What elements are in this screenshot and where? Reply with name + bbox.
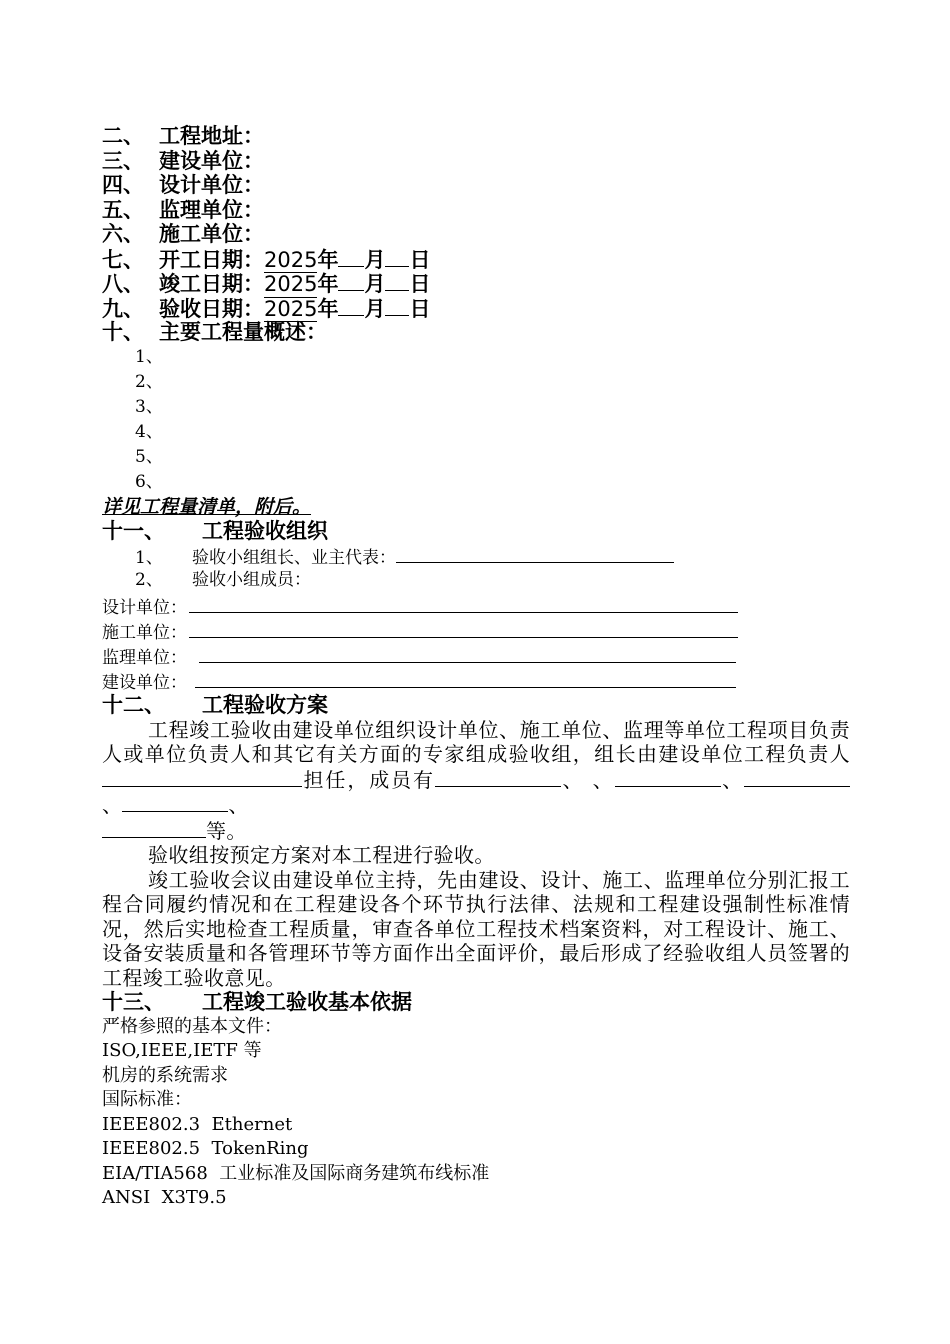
section-5: [102, 198, 850, 223]
plan-paragraph-2: 验收组按预定方案对本工程进行验收。: [148, 843, 495, 867]
section-number: 九、: [102, 296, 144, 321]
quantity-list-note: 详见工程量清单，附后。: [102, 495, 312, 518]
date-label: 竣工日期：: [159, 272, 264, 296]
section-6: [102, 222, 850, 247]
list-item: 6、: [135, 471, 163, 492]
member-blank[interactable]: [615, 767, 721, 787]
list-item: 2、: [135, 371, 163, 392]
day-blank[interactable]: [385, 271, 409, 291]
list-item: 3、: [135, 396, 163, 417]
acceptance-date-row: [102, 296, 850, 321]
year-value: 2025: [264, 272, 318, 296]
separator: 、: [102, 793, 123, 817]
month-char: 月: [364, 272, 386, 296]
start-date-row: [102, 247, 850, 272]
section-number: 三、: [102, 148, 144, 173]
completion-date-row: [102, 271, 850, 296]
unit-blank[interactable]: [195, 668, 736, 688]
member-blank[interactable]: [744, 767, 850, 787]
unit-owner-row: [102, 668, 736, 693]
basis-line: 机房的系统需求: [102, 1064, 228, 1086]
month-blank[interactable]: [338, 247, 364, 267]
org-item-members: [102, 568, 850, 593]
section-10: [102, 320, 850, 345]
list-item: 5、: [135, 446, 163, 467]
basis-line: IEEE802.3 Ethernet: [102, 1113, 293, 1135]
item-number: 2、: [135, 570, 163, 590]
section-number: 六、: [102, 222, 144, 246]
unit-label: 施工单位：: [102, 623, 187, 643]
date-label: 验收日期：: [159, 296, 264, 321]
item-number: 1、: [135, 548, 163, 568]
section-12: [102, 693, 850, 718]
list-item: 1、: [135, 346, 163, 367]
day-char: 日: [409, 296, 431, 321]
separator: 、: [720, 767, 745, 792]
member-blank[interactable]: [122, 792, 228, 812]
plan-paragraph-3: 竣工验收会议由建设单位主持，先由建设、设计、施工、监理单位分别汇报工程合同履约情况和在工程建设各个环节执行法律、法规和工程建设强制性标准情况，然后实地检查工程质量，审查各单位工程技术档案资料，对工程设计、施工、设备安装质量和各管理环节等方面作出全面评价，最后形成了经验收组人员签署的工程竣工验收意见。: [102, 867, 850, 990]
separator: 、: [560, 767, 585, 792]
year-char: 年: [317, 296, 339, 321]
section-2: [102, 124, 850, 149]
basis-line: 严格参照的基本文件：: [102, 1015, 282, 1037]
plan-text: 等。: [206, 818, 247, 843]
unit-blank[interactable]: [189, 618, 738, 638]
unit-blank[interactable]: [189, 593, 738, 613]
plan-text: 工程竣工验收由建设单位组织设计单位、施工单位、监理等单位工程项目负责人或单位负责人和其它有关方面的专家组成验收组，组长由建设单位工程负责人: [102, 717, 850, 766]
member-blank[interactable]: [102, 818, 206, 838]
section-label: 工程验收方案: [202, 693, 328, 717]
day-blank[interactable]: [385, 247, 409, 267]
section-label: 施工单位：: [159, 222, 264, 246]
year-value: 2025: [264, 296, 318, 321]
section-label: 工程验收组织: [202, 518, 328, 543]
item-text: 验收小组成员：: [192, 570, 311, 590]
year-char: 年: [317, 272, 339, 296]
basis-line: IEEE802.5 TokenRing: [102, 1138, 309, 1159]
section-label: 工程竣工验收基本依据: [202, 990, 412, 1014]
month-blank[interactable]: [338, 271, 364, 291]
section-label: 建设单位：: [159, 148, 264, 173]
section-number: 十三、: [102, 990, 165, 1014]
section-label: 设计单位：: [159, 173, 264, 197]
unit-label: 建设单位：: [102, 673, 187, 693]
plan-text: 担任，成员有: [302, 767, 435, 792]
member-blank[interactable]: [435, 767, 561, 787]
day-char: 日: [409, 247, 431, 272]
section-13: [102, 990, 850, 1015]
day-blank[interactable]: [385, 296, 409, 316]
section-number: 五、: [102, 197, 144, 222]
document-content: [102, 124, 850, 1211]
unit-label: 监理单位：: [102, 648, 187, 668]
section-number: 七、: [102, 247, 144, 272]
list-item: 4、: [135, 421, 163, 442]
section-number: 八、: [102, 272, 144, 296]
unit-supervision-row: [102, 643, 736, 668]
section-number: 十一、: [102, 518, 165, 543]
section-label: 工程地址：: [159, 124, 264, 148]
item-text: 验收小组组长、业主代表：: [192, 548, 396, 568]
month-blank[interactable]: [338, 296, 364, 316]
section-number: 四、: [102, 173, 144, 197]
basis-line: ANSI X3T9.5: [102, 1187, 227, 1208]
plan-paragraph-1: [102, 718, 850, 844]
separator: 、: [592, 767, 615, 792]
unit-design-row: [102, 593, 738, 618]
day-char: 日: [409, 272, 431, 296]
section-11: [102, 519, 850, 544]
basis-line: ISO,IEEE,IETF 等: [102, 1040, 262, 1061]
section-3: [102, 149, 850, 174]
section-label: 主要工程量概述：: [159, 320, 327, 344]
org-item-leader: [102, 543, 850, 568]
section-number: 十二、: [102, 693, 165, 717]
year-char: 年: [317, 247, 339, 272]
separator: 、: [228, 793, 249, 817]
basis-line: EIA/TIA568 工业标准及国际商务建筑布线标准: [102, 1162, 490, 1184]
unit-construction-row: [102, 618, 738, 643]
basis-line: 国际标准：: [102, 1089, 192, 1110]
month-char: 月: [364, 247, 386, 272]
year-value: 2025: [264, 247, 318, 272]
leader-blank[interactable]: [396, 543, 674, 563]
section-4: [102, 173, 850, 198]
section-number: 十、: [102, 320, 144, 344]
section-number: 二、: [102, 124, 144, 148]
month-char: 月: [364, 296, 386, 321]
unit-label: 设计单位：: [102, 598, 187, 618]
section-label: 监理单位：: [159, 197, 264, 222]
unit-blank[interactable]: [199, 643, 736, 663]
leader-name-blank[interactable]: [102, 767, 302, 787]
date-label: 开工日期：: [159, 247, 264, 272]
